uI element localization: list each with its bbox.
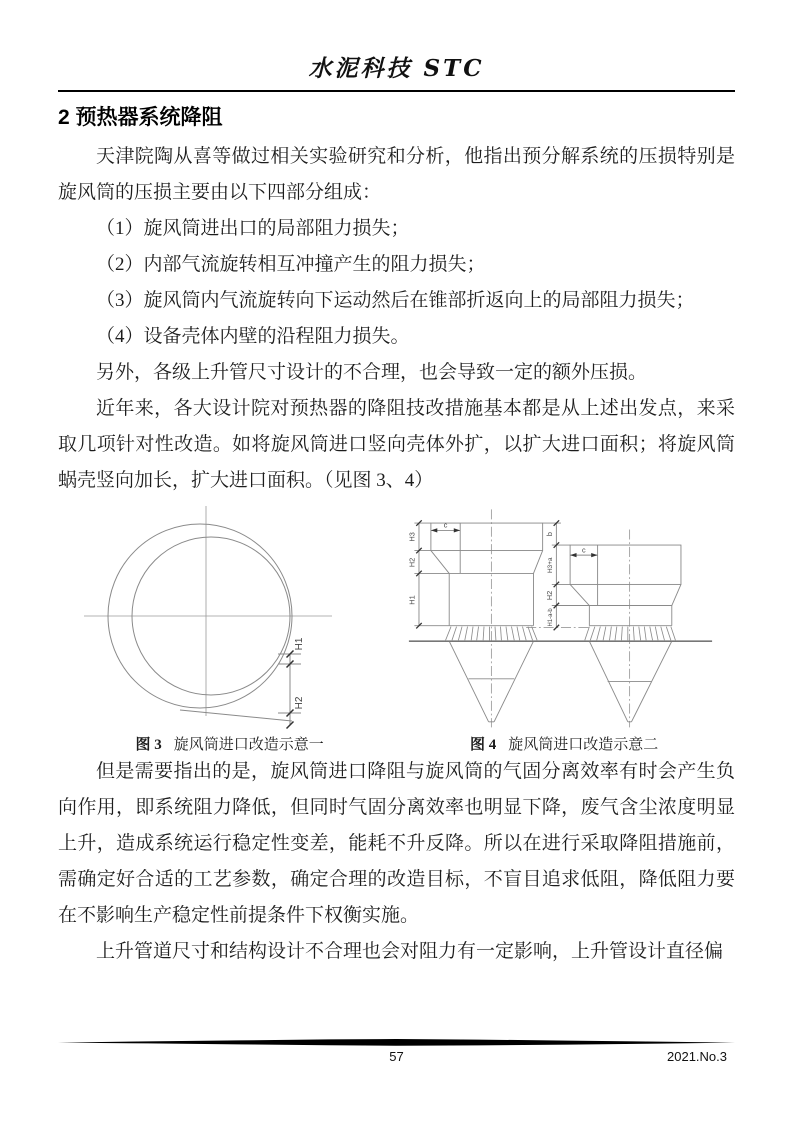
footer-decorative-rule <box>58 1038 735 1047</box>
dim-label-h1ab-right: H1-a-b <box>548 608 555 627</box>
cyclone-top-view-drawing <box>76 502 356 731</box>
cyclone-side-view-drawing <box>393 502 728 731</box>
section-heading: 2 预热器系统降阻 <box>58 106 223 129</box>
footer-text-row <box>58 1049 735 1069</box>
dim-label-c-left: c <box>443 520 448 530</box>
figure-4 <box>393 502 735 754</box>
issue-number: 2021.No.3 <box>667 1049 727 1064</box>
figure-3-caption-text: 旋风筒进口改造示意一 <box>173 737 324 753</box>
figure-3-caption-label: 图 3 <box>135 737 162 753</box>
paragraph-intro: 天津院陶从喜等做过相关实验研究和分析，他指出预分解系统的压损特别是旋风筒的压损主要由以下四部分组成： <box>58 146 735 203</box>
dim-label-h2-right: H2 <box>545 590 555 601</box>
dim-label-h3a-right: H3+a <box>547 557 555 573</box>
figure-4-caption-text: 旋风筒进口改造示意二 <box>508 737 659 753</box>
list-item-1: （1）旋风筒进出口的局部阻力损失； <box>96 218 410 239</box>
figure-4-caption <box>393 733 735 754</box>
list-item-4: （4）设备壳体内壁的沿程阻力损失。 <box>96 326 410 347</box>
figure-4-caption-label: 图 4 <box>469 737 497 753</box>
paragraph-measures: 近年来，各大设计院对预热器的降阻技改措施基本都是从上述出发点，来采取几项针对性改造。如将旋风筒进口竖向壳体外扩，以扩大进口面积；将旋风筒蜗壳竖向加长，扩大进口面积。（见图 3、4） <box>58 398 735 491</box>
dim-label-h1-left: H1 <box>407 595 417 605</box>
list-item-2: （2）内部气流旋转相互冲撞产生的阻力损失； <box>96 254 486 275</box>
dim-label-h1: H1 <box>294 637 305 651</box>
paragraph-additional: 另外，各级上升管尺寸设计的不合理，也会导致一定的额外压损。 <box>96 362 648 383</box>
dim-label-h2: H2 <box>294 696 305 710</box>
figures-row <box>58 502 735 754</box>
dim-label-c-right: c <box>582 545 586 555</box>
dim-label-h2-left: H2 <box>407 557 417 568</box>
list-item-3: （3）旋风筒内气流旋转向下运动然后在锥部折返向上的局部阻力损失； <box>96 290 695 311</box>
page-footer <box>58 1038 735 1069</box>
dim-label-b-right: b <box>545 532 555 537</box>
header-rule <box>58 90 735 92</box>
paragraph-riser: 上升管道尺寸和结构设计不合理也会对阻力有一定影响，上升管设计直径偏 <box>96 941 724 962</box>
figure-3 <box>76 502 383 754</box>
dim-label-h3-left: H3 <box>407 532 417 542</box>
paragraph-caution: 但是需要指出的是，旋风筒进口降阻与旋风筒的气固分离效率有时会产生负向作用，即系统阻力降低，但同时气固分离效率也明显下降，废气含尘浓度明显上升，造成系统运行稳定性变差，能耗不升反降。所以在进行采取降阻措施前，需确定好合适的工艺参数，确定合理的改造目标，不盲目追求低阻，降低阻力要在不影响生产稳定性前提条件下权衡实施。 <box>58 761 735 926</box>
journal-title: 水泥科技 STC <box>308 55 485 82</box>
page-number: 57 <box>389 1049 404 1064</box>
figure-3-caption <box>76 733 383 754</box>
